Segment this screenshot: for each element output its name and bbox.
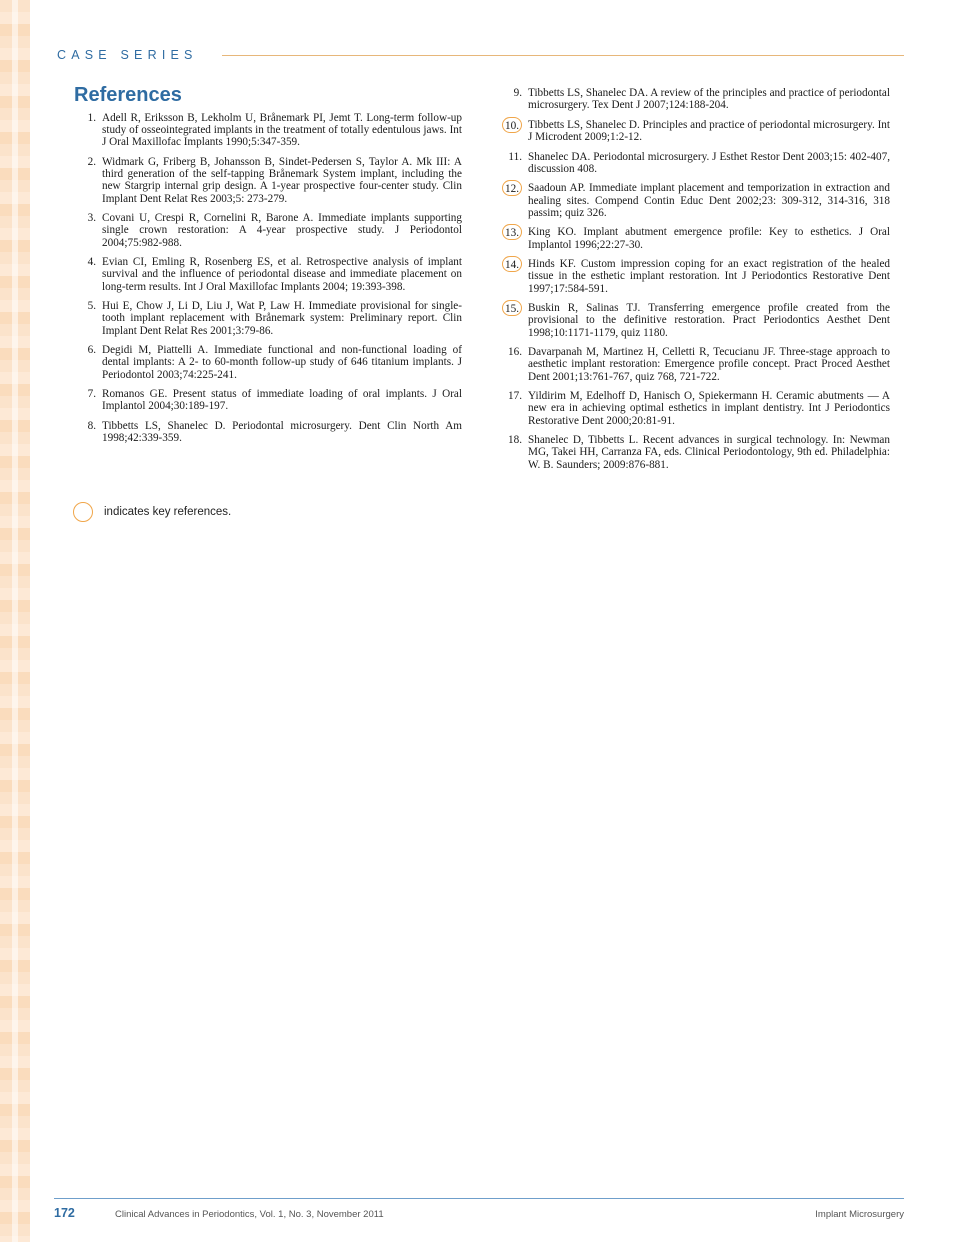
key-reference-item <box>500 258 890 295</box>
reference-text: Yildirim M, Edelhoff D, Hanisch O, Spiekermann H. Ceramic abutments — A new era in achieving optimal esthetics in implant dentistry. Int J Periodontics Restorative Dent 2000;20:81-91. <box>528 390 890 427</box>
reference-item <box>74 156 462 205</box>
references-list-left <box>74 112 462 452</box>
reference-text: Davarpanah M, Martinez H, Celletti R, Tecucianu JF. Three-stage approach to aesthetic implant restoration: Emergence profile concept. Pract Proced Aesthet Dent 2001;13:761-767, quiz 768, 721-722. <box>528 346 890 383</box>
reference-number: 9. <box>513 87 522 99</box>
reference-text: Shanelec DA. Periodontal microsurgery. J Esthet Restor Dent 2003;15: 402-407, discussion 408. <box>528 150 890 175</box>
reference-text: Romanos GE. Present status of immediate loading of oral implants. J Oral Implantol 2004;30:189-197. <box>102 388 462 413</box>
page-number: 172 <box>54 1206 75 1220</box>
reference-item <box>500 434 890 471</box>
reference-item <box>74 112 462 149</box>
circle-icon <box>73 502 93 522</box>
reference-number: 18. <box>508 434 522 447</box>
references-title: References <box>74 84 182 106</box>
key-reference-legend <box>73 502 231 522</box>
decorative-edge-strip <box>0 0 30 1242</box>
reference-item <box>74 420 462 444</box>
reference-number: 17. <box>508 390 522 403</box>
reference-text: Saadoun AP. Immediate implant placement and temporization in extraction and healing sites. Compend Contin Educ Dent 2002;23: 309-312, 314-316, 318 passim; quiz 326. <box>528 182 890 219</box>
journal-citation: Clinical Advances in Periodontics, Vol. 1, No. 3, November 2011 <box>115 1209 384 1220</box>
reference-text: Adell R, Eriksson B, Lekholm U, Brånemark PI, Jemt T. Long-term follow-up study of osseointegrated implants in the treatment of totally edentulous jaws. Int J Oral Maxillofac Implants 1990;5:347-359. <box>102 112 462 149</box>
reference-number: 16. <box>508 346 522 359</box>
reference-text: Shanelec D, Tibbetts L. Recent advances in surgical technology. In: Newman MG, Takei HH, Carranza FA, eds. Clinical Periodontology, 9th ed. Philadelphia: W. B. Saunders; 2009:876-881. <box>528 434 890 471</box>
header-rule <box>222 55 904 56</box>
reference-number: 7. <box>87 388 96 401</box>
reference-item <box>500 87 890 111</box>
section-name: Implant Microsurgery <box>815 1209 904 1220</box>
key-reference-number: 14. <box>502 256 522 272</box>
reference-text: King KO. Implant abutment emergence profile: Key to esthetics. J Oral Implantol 1996;22:27-30. <box>528 226 890 251</box>
reference-item <box>74 300 462 337</box>
reference-text: Degidi M, Piattelli A. Immediate functional and non-functional loading of dental implants: A 2- to 60-month follow-up study of 646 titanium implants. J Periodontol 2003;74:225-241. <box>102 344 462 381</box>
reference-text: Evian CI, Emling R, Rosenberg ES, et al. Retrospective analysis of implant survival and the influence of periodontal disease and immediate placement on long-term results. Int J Oral Maxillofac Implants 2004; 19:393-398. <box>102 256 462 293</box>
reference-text: Hui E, Chow J, Li D, Liu J, Wat P, Law H. Immediate provisional for single-tooth implant replacement with Brånemark system: Preliminary report. Clin Implant Dent Relat Res 2001;3:79-86. <box>102 300 462 337</box>
key-reference-number: 13. <box>502 224 522 240</box>
legend-text: indicates key references. <box>104 506 232 518</box>
reference-text: Tibbetts LS, Shanelec DA. A review of the principles and practice of periodontal microsurgery. Tex Dent J 2007;124:188-204. <box>528 87 890 112</box>
reference-item <box>74 344 462 381</box>
reference-item <box>500 390 890 427</box>
reference-number: 5. <box>87 300 96 313</box>
reference-item <box>74 256 462 293</box>
key-reference-item <box>500 302 890 339</box>
key-reference-item <box>500 226 890 250</box>
reference-number: 2. <box>87 156 96 168</box>
key-reference-number: 12. <box>502 180 522 196</box>
reference-number: 3. <box>87 212 96 225</box>
reference-number: 6. <box>87 344 96 357</box>
reference-text: Tibbetts LS, Shanelec D. Periodontal microsurgery. Dent Clin North Am 1998;42:339-359. <box>102 420 462 445</box>
key-reference-item <box>500 119 890 143</box>
reference-text: Hinds KF. Custom impression coping for an exact registration of the healed tissue in the esthetic implant restoration. Int J Periodontics Restorative Dent 1997;17:584-591. <box>528 258 890 295</box>
reference-text: Tibbetts LS, Shanelec D. Principles and practice of periodontal microsurgery. Int J Microdent 2009;1:2-12. <box>528 118 890 143</box>
reference-text: Widmark G, Friberg B, Johansson B, Sindet-Pedersen S, Taylor A. Mk III: A third generation of the self-tapping Brånemark System implant, including the new Stargrip internal grip design. A 1-year prospective four-center study. Clin Implant Dent Relat Res 2003;5: 273-279. <box>102 156 462 205</box>
reference-number: 8. <box>87 420 96 432</box>
key-reference-item <box>500 182 890 219</box>
reference-item <box>74 388 462 412</box>
references-list-right <box>500 87 890 478</box>
section-label: CASE SERIES <box>57 48 198 62</box>
footer-rule <box>54 1198 904 1199</box>
reference-number: 11. <box>508 150 522 163</box>
reference-item <box>500 151 890 175</box>
reference-number: 4. <box>87 256 96 269</box>
reference-text: Buskin R, Salinas TJ. Transferring emergence profile created from the provisional to the definitive restoration. Pract Periodontics Aesthet Dent 1998;10:1171-1179, quiz 1180. <box>528 302 890 339</box>
reference-number: 1. <box>87 112 96 124</box>
key-reference-number: 15. <box>502 300 522 316</box>
reference-text: Covani U, Crespi R, Cornelini R, Barone A. Immediate implants supporting single crown restoration: A 4-year prospective study. J Periodontol 2004;75:982-988. <box>102 212 462 249</box>
reference-item <box>74 212 462 249</box>
reference-item <box>500 346 890 383</box>
key-reference-number: 10. <box>502 117 522 133</box>
